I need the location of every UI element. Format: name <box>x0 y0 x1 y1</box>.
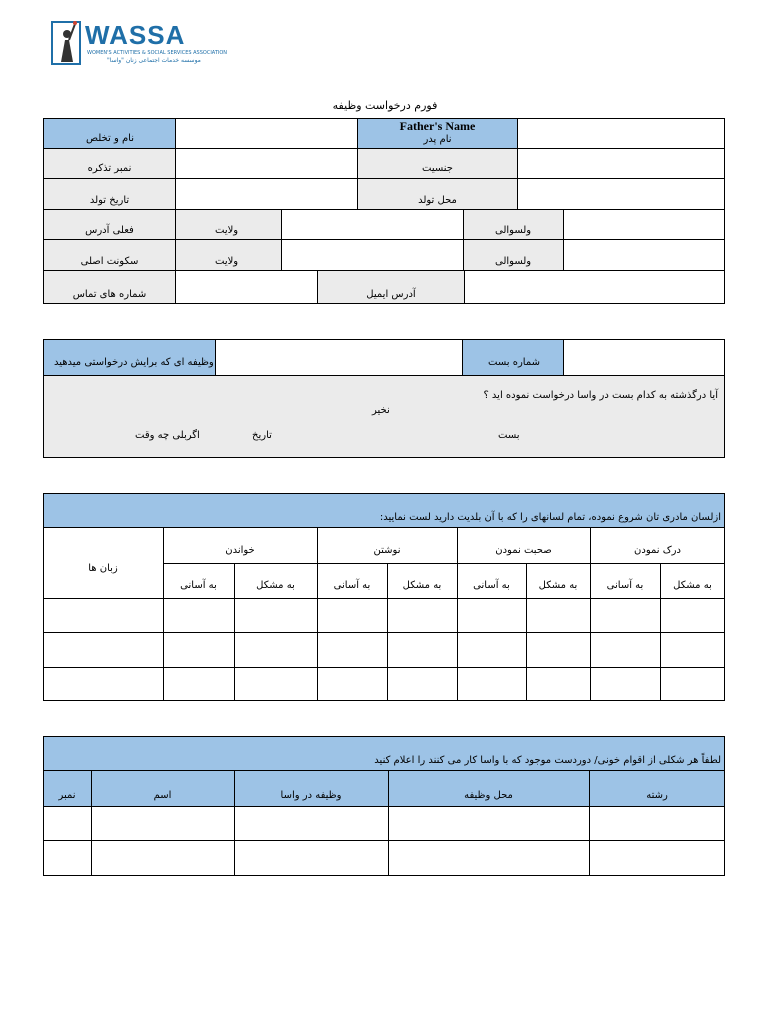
group-reading: خواندن <box>225 545 255 556</box>
group-understanding: درک نمودن <box>634 545 681 556</box>
logo-figure-icon <box>51 18 83 66</box>
logo-subtitle-en: WOMEN'S ACTIVITIES & SOCIAL SERVICES ASSOCIATION <box>87 50 228 56</box>
contact-field[interactable] <box>175 270 318 304</box>
father-name-field[interactable] <box>517 118 725 149</box>
post-number-label: شماره بست <box>488 357 540 368</box>
father-label-fa: نام پدر <box>423 134 452 145</box>
current-address-label: فعلی آدرس <box>85 225 134 236</box>
current-district-label: ولسوالی <box>495 225 532 236</box>
languages-heading: ازلسان مادری تان شروع نموده، تمام لسانهای را که با آن بلدیت دارید لست نمایید: <box>379 512 721 523</box>
languages-rule <box>43 632 725 633</box>
pob-label: محل تولد <box>418 195 457 206</box>
relatives-body <box>43 806 725 876</box>
logo-subtitle-fa: موسسه خدمات اجتماعی زنان "واسا" <box>107 57 201 64</box>
group-writing: نوشتن <box>373 545 401 556</box>
current-province-label: ولایت <box>215 225 239 236</box>
wassa-logo <box>51 18 228 68</box>
permanent-label: سکونت اصلی <box>80 256 139 267</box>
pob-field[interactable] <box>517 178 725 210</box>
writing-hard: به مشکل <box>402 580 442 591</box>
email-label: آدرس ایمیل <box>366 289 416 300</box>
logo-wordmark: WASSA <box>85 20 186 50</box>
col-name: اسم <box>153 790 172 801</box>
col-languages: زبان ها <box>88 563 118 574</box>
dob-field[interactable] <box>175 178 358 210</box>
form-title: فورم درخواست وظیفه <box>332 99 438 112</box>
relatives-rule <box>589 770 590 876</box>
id-field[interactable] <box>175 148 358 179</box>
relatives-header-row <box>43 770 725 807</box>
applied-position-label: وظیفه ای که برایش درخواستی میدهید <box>54 357 214 368</box>
contact-label: شماره های تماس <box>72 289 147 300</box>
dob-label: تاریخ تولد <box>89 195 130 206</box>
col-number: نمبر <box>58 790 76 801</box>
permanent-district-label: ولسوالی <box>495 256 532 267</box>
id-label: نمبر تذکره <box>87 163 132 174</box>
email-field[interactable] <box>464 270 725 304</box>
name-label: نام و تخلص <box>85 133 134 144</box>
current-district-field[interactable] <box>563 209 725 240</box>
name-field[interactable] <box>175 118 358 149</box>
father-label-en: Father's Name <box>399 119 476 133</box>
group-speaking: صحبت نمودن <box>495 545 552 556</box>
relatives-rule <box>388 770 389 876</box>
languages-rule <box>43 598 725 599</box>
languages-rule <box>43 667 725 668</box>
no-option[interactable]: نخیر <box>372 405 390 416</box>
understanding-easy: به آسانی <box>606 580 644 591</box>
speaking-easy: به آسانی <box>473 580 510 591</box>
reading-hard: به مشکل <box>256 580 295 591</box>
speaking-hard: به مشکل <box>538 580 578 591</box>
if-yes-label: اگربلی چه وقت <box>135 430 200 441</box>
relatives-rule <box>91 770 92 876</box>
col-job: وظیفه در واسا <box>280 790 342 801</box>
understanding-hard: به مشکل <box>673 580 712 591</box>
gender-label: جنسیت <box>422 163 453 174</box>
gender-field[interactable] <box>517 148 725 179</box>
relatives-heading: لطفاً هر شکلی از اقوام خونی/ دوردست موجود که با واسا کار می کنند را اعلام کنید <box>374 755 721 766</box>
relatives-rule <box>43 840 725 841</box>
previous-application-question: آیا درگذشته به کدام بست در واسا درخواست نموده اید ؟ <box>483 390 718 401</box>
post-label: بست <box>498 430 520 441</box>
writing-easy: به آسانی <box>333 580 371 591</box>
permanent-province-field[interactable] <box>281 239 464 271</box>
date-label: تاریخ <box>252 430 272 441</box>
post-number-field[interactable] <box>563 339 725 376</box>
permanent-district-field[interactable] <box>563 239 725 271</box>
languages-rule <box>163 563 725 564</box>
col-relation: رشته <box>646 790 668 801</box>
reading-easy: به آسانی <box>180 580 217 591</box>
permanent-province-label: ولایت <box>215 256 239 267</box>
col-location: محل وظیفه <box>464 790 513 801</box>
relatives-rule <box>234 770 235 876</box>
applied-position-field[interactable] <box>215 339 463 376</box>
current-province-field[interactable] <box>281 209 464 240</box>
